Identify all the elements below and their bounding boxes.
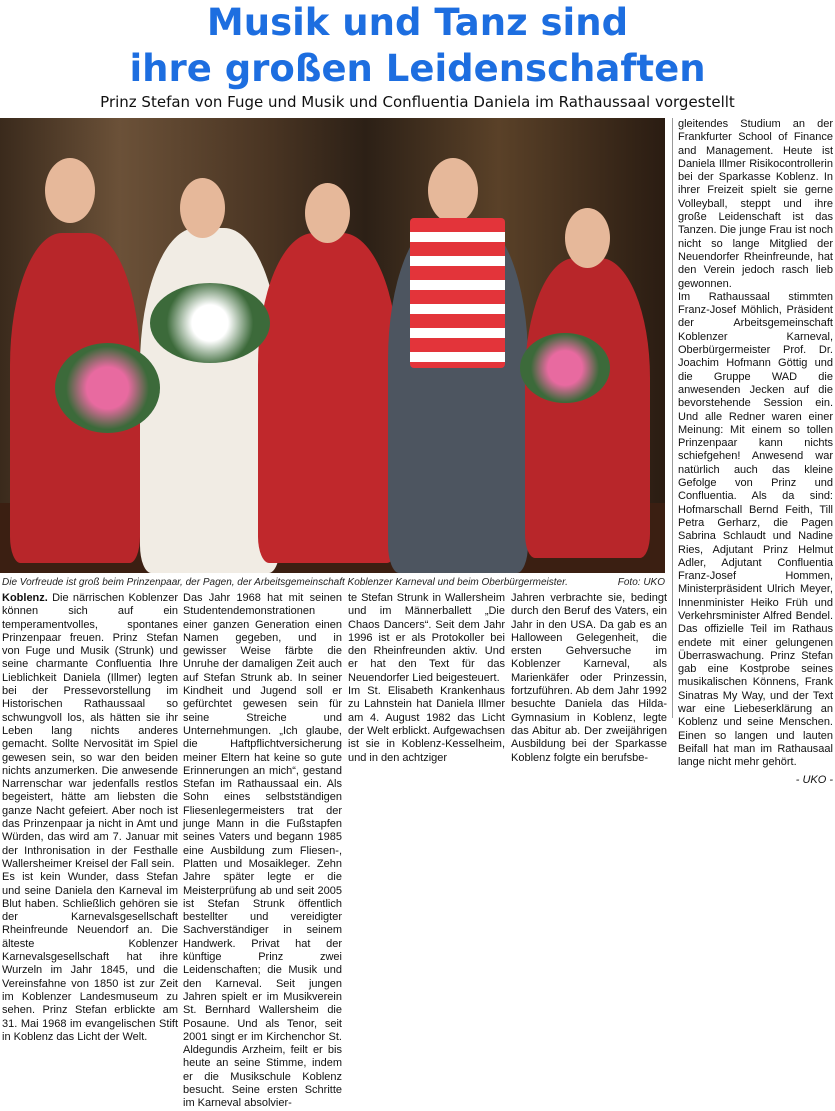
- paragraph: Im St. Elisabeth Krankenhaus zu Lahnstein hat Daniela Illmer am 4. August 1982 das Licht der Welt erblickt. Aufgewachsen ist sie in Koblenz-Kesselheim, und in den achtziger: [348, 685, 505, 764]
- photo-credit: Foto: UKO: [617, 577, 665, 588]
- paragraph: gleitendes Studium an der Frankfurter School of Finance and Management. Heute ist Daniela Illmer Risikocontrollerin bei der Sparkasse Koblenz. In ihrer Freizeit spielt sie gerne Volleyball, steppt und ihre große Leidenschaft ist das Tanzen. Die junge Frau ist noch nicht so lange Mitglied der Neuendorfer Rheinfreunde, hat den Verein jedoch rasch lieb gewonnen.: [678, 118, 833, 290]
- flower-bouquet: [520, 333, 610, 403]
- prince-figure: [258, 233, 398, 563]
- caption-text: Die Vorfreude ist groß beim Prinzenpaar, der Pagen, der Arbeitsgemeinschaft Koblenzer Karneval und beim Oberbürgermeister.: [2, 577, 568, 588]
- page-figure-right: [525, 258, 650, 558]
- headline: [0, 0, 835, 92]
- article-column-3: [348, 592, 505, 764]
- paragraph: te Stefan Strunk in Wallersheim und im Männerballett „Die Chaos Dancers“. Seit dem Jahr 1996 ist er als Protokoller bei den Rheinfreunden aktiv. Und er hat den Text für das Neuendorfer Lied beigesteuert.: [348, 592, 505, 684]
- column-divider: [672, 118, 673, 718]
- figure-head: [45, 158, 95, 223]
- paragraph: Es ist kein Wunder, dass Stefan und seine Daniela den Karneval im Blut haben. Schließlich gehören sie der Karnevalsgesellschaft Rheinfreunde Neuendorf an. Die älteste Koblenzer Karnevalsgesellschaft hat ihre Wurzeln im Jahr 1845, und die Vereinsfahne von 1850 ist zur Zeit im Koblenzer Landesmuseum zu sehen. Prinz Stefan erblickte am 31. Mai 1968 im evangelischen Stift in Koblenz das Licht der Welt.: [2, 871, 178, 1043]
- paragraph: [2, 592, 178, 871]
- headline-line-2: ihre großen Leidenschaften: [129, 47, 706, 90]
- figure-head: [428, 158, 478, 223]
- author-signature: - UKO -: [795, 773, 833, 786]
- article-photo: [0, 118, 665, 573]
- article-column-4: [511, 592, 667, 764]
- headline-line-1: Musik und Tanz sind: [206, 1, 629, 44]
- article-column-1: [2, 592, 178, 1096]
- scarf: [410, 218, 505, 368]
- photo-caption: [2, 577, 665, 588]
- paragraph: Das Jahr 1968 hat mit seinen Studentendemonstrationen einer ganzen Generation einen Namen gegeben, und in gewisser Weise färbte die Unruhe der damaligen Zeit auch auf Stefan Strunk ab. In seiner Kindheit und Jugend soll er gefürchtet gewesen sein für seine Streiche und Unternehmungen. „Ich glaube, die Haftpflichtversicherung meiner Eltern hat keine so gute Erinnerungen an mich“, gestand Stefan im Rathaussaal ein. Als Sohn eines selbstständigen Fliesenlegermeisters trat der junge Mann in die Fußstapfen seines Vaters und begann 1985 eine Ausbildung zum Fliesen-, Platten und Mosaikleger. Zehn Jahre später legte er die Meisterprüfung ab und seit 2005 ist Stefan Strunk öffentlich bestellter und vereidigter Sachverständiger in seinem Handwerk. Privat hat der künftige Prinz zwei Leidenschaften; die Musik und den Karneval. Seit jungen Jahren spielt er im Musikverein St. Bernhard Wallersheim die Posaune. Und als Tenor, seit 2001 singt er im Kirchenchor St. Aldegundis Arzheim, feilt er bis heute an seine Stimme, indem er die Musikschule Koblenz besucht. Seine ersten Schritte im Karneval absolvier-: [183, 592, 342, 1110]
- figure-head: [565, 208, 610, 268]
- flower-bouquet: [150, 283, 270, 363]
- paragraph-text: Die närrischen Koblenzer können sich auf ein temperamentvolles, spontanes Prinzenpaar freuen. Prinz Stefan von Fuge und Musik (Strunk) und seine charmante Confluentia Ihre Lieblichkeit Daniela (Illmer) legten bei der Pressevorstellung im Historischen Rathaussaal so schwungvoll los, als hätten sie ihr Leben lang nichts anderes gemacht. Sollte Nervosität im Spiel gewesen sein, so war den beiden nichts anzumerken. Die anwesende Narrenschar war jedenfalls restlos begeistert, hätte am liebsten die ganze Nacht gefeiert. Aber noch ist das Prinzenpaar ja nicht in Amt und Würden, das wird am 7. Januar mit der Inthronisation in der Festhalle Wallersheimer Kreisel der Fall sein.: [2, 592, 178, 870]
- article-column-5: [678, 118, 833, 787]
- figure-head: [180, 178, 225, 238]
- dateline: Koblenz.: [2, 592, 48, 604]
- paragraph: Jahren verbrachte sie, bedingt durch den Beruf des Vaters, ein Jahr in den USA. Da gab es an Halloween Gelegenheit, die ersten Gehversuche im Koblenzer Karneval, als Marienkäfer oder Prinzessin, fortzuführen. Ab dem Jahr 1992 besuchte Daniela das Hilda-Gymnasium in Koblenz, legte das Abitur ab. Der zweijährigen Ausbildung bei der Sparkasse Koblenz folgte ein berufsbe-: [511, 592, 667, 764]
- article-column-2: [183, 592, 342, 1110]
- paragraph: Im Rathaussaal stimmten Franz-Josef Möhlich, Präsident der Arbeitsgemeinschaft Koblenzer Karneval, Oberbürgermeister Prof. Dr. Joachim Hofmann Göttig und die Gruppe WAD die anwesenden Jecken auf die bevorstehende Session ein. Und alle Redner waren einer Meinung: Mit einem so tollen Prinzenpaar kann nichts schiefgehen! Anwesend war natürlich auch das kleine Gefolge von Prinz und Confluentia. Als da sind: Hofmarschall Bernd Feith, Till Petra Gerharz, die Pagen Sabrina Schlaudt und Nadine Ries, Adjutant Prinz Helmut Adler, Adjutant Confluentia Franz-Josef Hommen, Ministerpräsident Ulrich Meyer, Innenminister Heiko Früh und Verkehrsminister Alfred Bendel. Das offizielle Teil im Rathaus endete mit einer gelungenen Überraswachung. Prinz Stefan gab eine Kostprobe seines musikalischen Könnens, Frank Sinatras My Way, und der Text war eine Liebeserklärung an Koblenz und seine Menschen. Einen so langen und lauten Beifall hat man im Rathausaal lange nicht mehr gehört.: [678, 290, 833, 769]
- subtitle: Prinz Stefan von Fuge und Musik und Confluentia Daniela im Rathaussaal vorgestellt: [100, 93, 735, 111]
- flower-bouquet: [55, 343, 160, 433]
- figure-head: [305, 183, 350, 243]
